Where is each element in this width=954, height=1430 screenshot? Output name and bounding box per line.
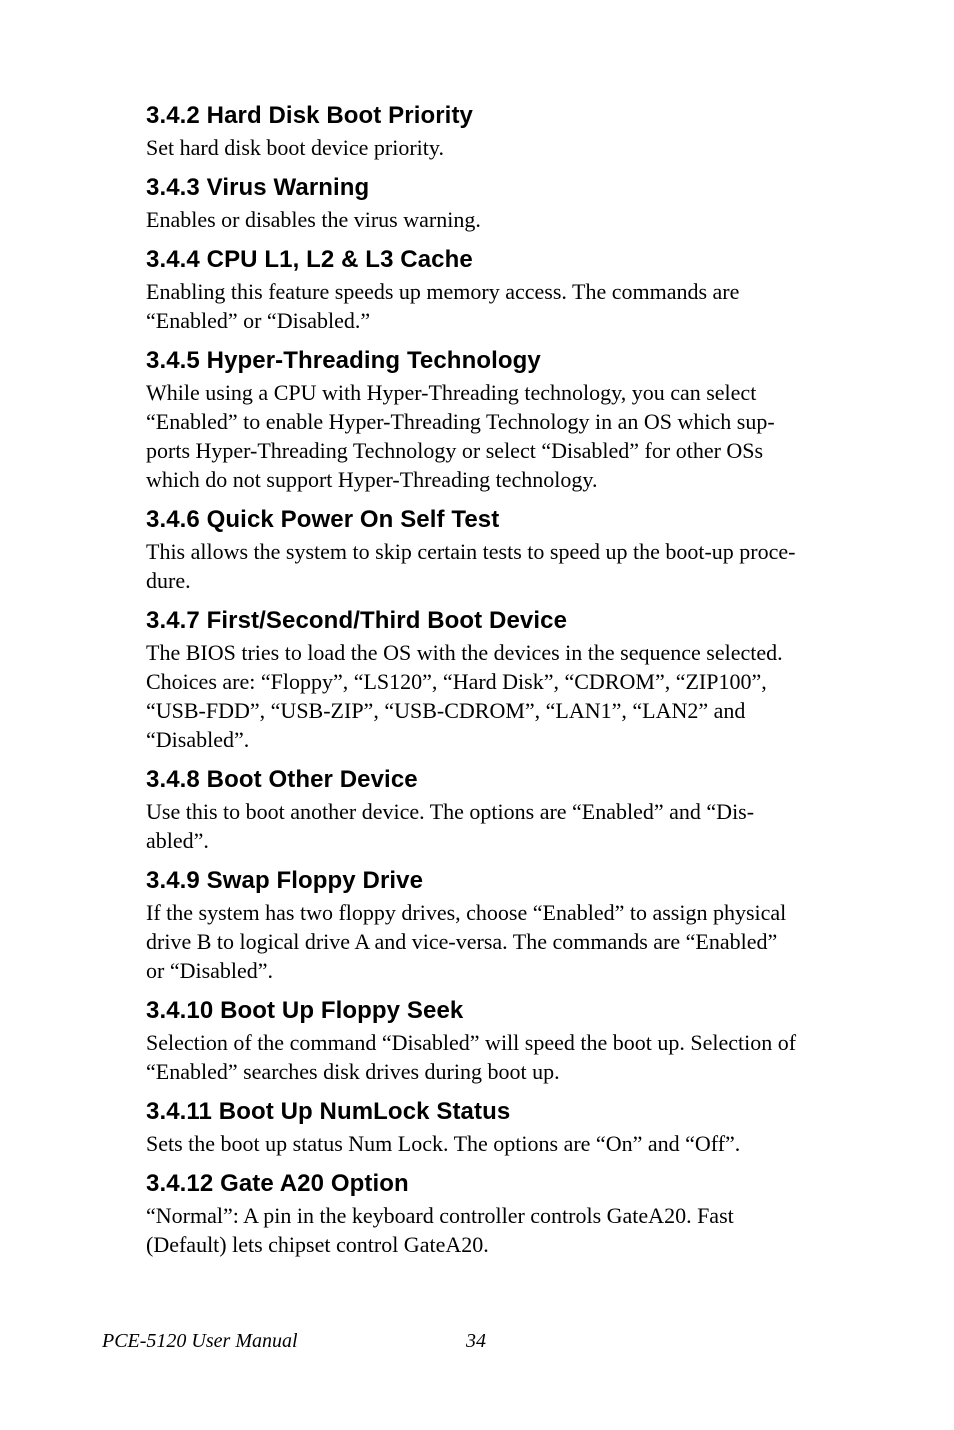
section-body: Set hard disk boot device priority.: [146, 135, 444, 160]
section-boot-other-device: [146, 763, 858, 855]
section-boot-device: [146, 604, 858, 754]
section-quick-power-on-self-test: [146, 503, 858, 595]
section-body: The BIOS tries to load the OS with the devices in the sequence selected. Choices are: “Floppy”, “LS120”, “Hard Disk”, “CDROM”, “ZIP100”, “USB-FDD”, “USB-ZIP”, “USB-CDROM”, “LAN1”, “LAN2” and “Disabled”.: [146, 640, 783, 752]
section-heading: 3.4.8 Boot Other Device: [146, 766, 418, 793]
section-heading: 3.4.2 Hard Disk Boot Priority: [146, 102, 473, 129]
section-swap-floppy-drive: [146, 864, 858, 985]
section-boot-up-numlock-status: [146, 1095, 858, 1158]
section-heading: 3.4.9 Swap Floppy Drive: [146, 867, 424, 894]
section-body: Selection of the command “Disabled” will speed the boot up. Selection of “Enabled” searches disk drives during boot up.: [146, 1030, 797, 1084]
section-body: Sets the boot up status Num Lock. The options are “On” and “Off”.: [146, 1131, 741, 1156]
document-content: [146, 99, 858, 1268]
section-cpu-cache: [146, 243, 858, 335]
section-body: Use this to boot another device. The options are “Enabled” and “Dis- abled”.: [146, 799, 755, 853]
section-hard-disk-boot-priority: [146, 99, 858, 162]
section-boot-up-floppy-seek: [146, 994, 858, 1086]
section-gate-a20-option: [146, 1167, 858, 1259]
section-body: Enables or disables the virus warning.: [146, 207, 481, 232]
section-virus-warning: [146, 171, 858, 234]
section-heading: 3.4.6 Quick Power On Self Test: [146, 506, 500, 533]
section-heading: 3.4.12 Gate A20 Option: [146, 1170, 409, 1197]
section-body: While using a CPU with Hyper-Threading technology, you can select “Enabled” to enable Hyper-Threading Technology in an OS which sup- ports Hyper-Threading Technology or select “Disabled” for other OSs which do not support Hyper-Threading technology.: [146, 380, 775, 492]
section-body: This allows the system to skip certain tests to speed up the boot-up proce- dure.: [146, 539, 796, 593]
footer-page-number: 34: [466, 1330, 486, 1352]
footer-manual-title: PCE-5120 User Manual: [102, 1330, 298, 1352]
section-heading: 3.4.4 CPU L1, L2 & L3 Cache: [146, 246, 473, 273]
section-heading: 3.4.5 Hyper-Threading Technology: [146, 347, 541, 374]
section-body: “Normal”: A pin in the keyboard controller controls GateA20. Fast (Default) lets chipset control GateA20.: [146, 1203, 734, 1257]
section-heading: 3.4.11 Boot Up NumLock Status: [146, 1098, 511, 1125]
section-body: If the system has two floppy drives, choose “Enabled” to assign physical drive B to logical drive A and vice-versa. The commands are “Enabled” or “Disabled”.: [146, 900, 787, 983]
section-heading: 3.4.10 Boot Up Floppy Seek: [146, 997, 464, 1024]
section-heading: 3.4.7 First/Second/Third Boot Device: [146, 607, 568, 634]
section-body: Enabling this feature speeds up memory access. The commands are “Enabled” or “Disabled.”: [146, 279, 740, 333]
section-heading: 3.4.3 Virus Warning: [146, 174, 370, 201]
section-hyper-threading: [146, 344, 858, 494]
